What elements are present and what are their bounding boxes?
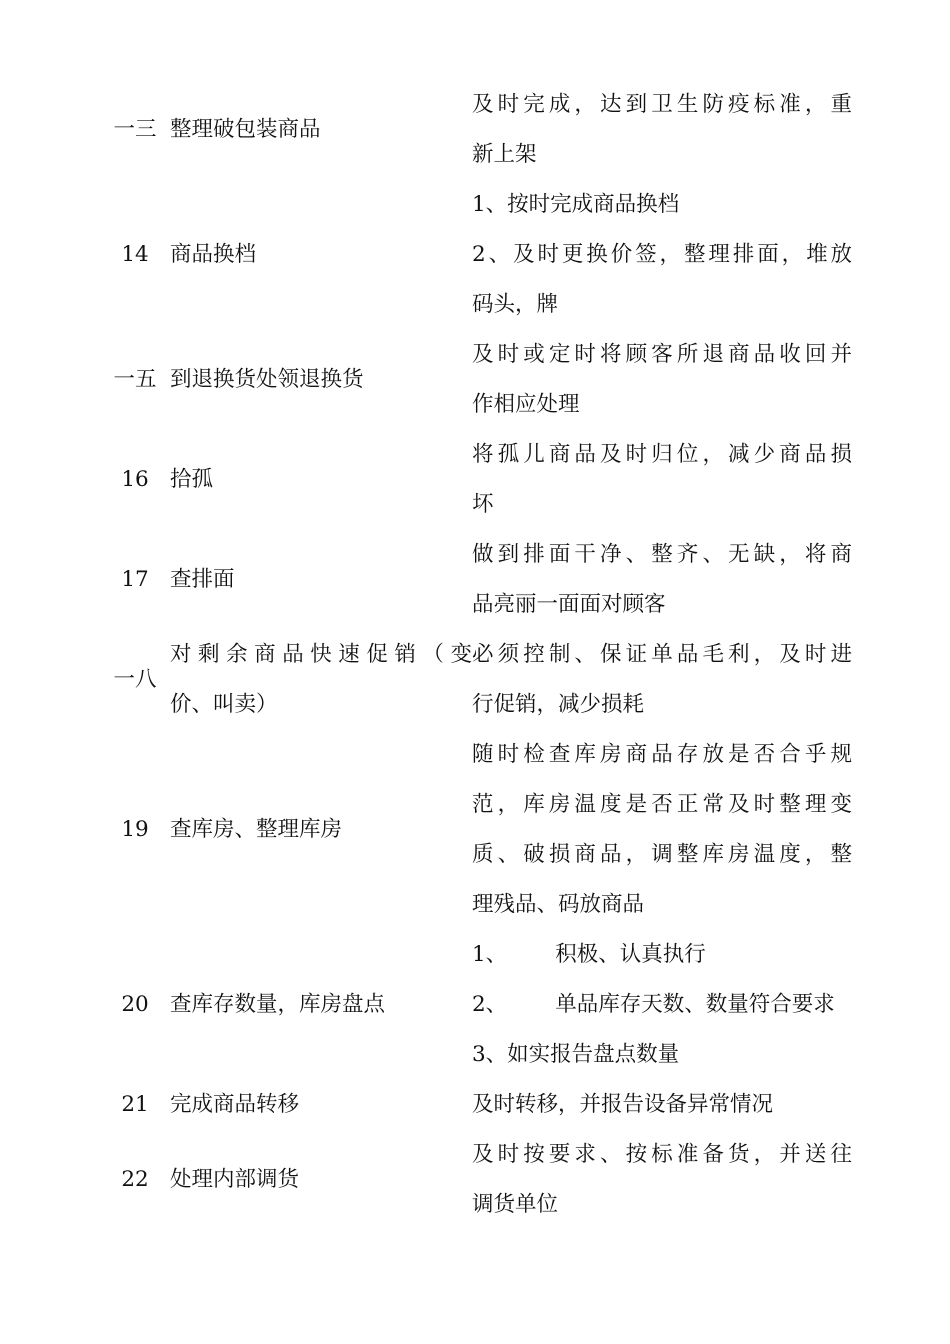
standard-cell	[472, 530, 852, 630]
task-name: 查排面	[170, 567, 235, 592]
standard-line: 质、破损商品，调整库房温度，整	[472, 842, 852, 867]
row-number: 16	[121, 467, 149, 492]
row-number: 19	[121, 817, 149, 842]
task-name: 商品换档	[170, 242, 257, 267]
table-row	[100, 930, 852, 1080]
table-row	[100, 80, 852, 180]
row-number: 21	[121, 1092, 149, 1117]
row-number: 20	[121, 992, 149, 1017]
row-number: 14	[121, 242, 149, 267]
list-text: 积极、认真执行	[555, 942, 706, 967]
task-name: 整理破包装商品	[170, 117, 321, 142]
standard-cell	[472, 930, 852, 1080]
list-number: 2、	[472, 992, 508, 1017]
standard-line: 码头，牌	[472, 292, 559, 317]
table-row	[100, 430, 852, 530]
row-number: 一八	[113, 667, 157, 692]
table-row	[100, 530, 852, 630]
row-number: 22	[121, 1167, 149, 1192]
duty-table	[100, 80, 852, 1230]
standard-line: 坏	[472, 492, 494, 517]
standard-line: 调货单位	[472, 1192, 559, 1217]
standard-line: 2、及时更换价签，整理排面，堆放	[472, 242, 852, 267]
standard-line: 及时或定时将顾客所退商品收回并	[472, 342, 852, 367]
numbered-standard-line	[472, 930, 852, 980]
standard-line: 必须控制、保证单品毛利，及时进	[472, 642, 852, 667]
standard-line: 3、如实报告盘点数量	[472, 1042, 680, 1067]
task-name: 完成商品转移	[170, 1092, 300, 1117]
standard-line: 品亮丽一面面对顾客	[472, 592, 666, 617]
standard-cell	[472, 430, 852, 530]
list-number: 1、	[472, 942, 508, 967]
table-row	[100, 180, 852, 330]
standard-cell	[472, 1080, 852, 1130]
standard-line: 及时按要求、按标准备货，并送往	[472, 1142, 852, 1167]
standard-cell	[472, 630, 852, 730]
numbered-standard-line	[472, 980, 852, 1030]
standard-cell	[472, 180, 852, 330]
task-name: 拾孤	[170, 467, 214, 492]
standard-line: 理残品、码放商品	[472, 892, 645, 917]
standard-line: 随时检查库房商品存放是否合乎规	[472, 742, 852, 767]
task-name: 查库房、整理库房	[170, 817, 343, 842]
task-name: 对剩余商品快速促销（变	[170, 642, 472, 667]
task-name: 到退换货处领退换货	[170, 367, 364, 392]
task-name: 查库存数量，库房盘点	[170, 992, 386, 1017]
table-row	[100, 630, 852, 730]
list-text: 单品库存天数、数量符合要求	[555, 992, 835, 1017]
table-row	[100, 1130, 852, 1230]
standard-line: 做到排面干净、整齐、无缺，将商	[472, 542, 852, 567]
standard-line: 将孤儿商品及时归位，减少商品损	[472, 442, 852, 467]
standard-line: 1、按时完成商品换档	[472, 192, 680, 217]
row-number: 17	[121, 567, 149, 592]
row-number: 一五	[113, 367, 157, 392]
task-name: 处理内部调货	[170, 1167, 300, 1192]
standard-cell	[472, 330, 852, 430]
standard-cell	[472, 1130, 852, 1230]
table-row	[100, 730, 852, 930]
table-row	[100, 330, 852, 430]
standard-line: 及时转移，并报告设备异常情况	[472, 1092, 774, 1117]
standard-cell	[472, 730, 852, 930]
standard-line: 作相应处理	[472, 392, 580, 417]
standard-cell	[472, 80, 852, 180]
table-row	[100, 1080, 852, 1130]
standard-line: 新上架	[472, 142, 537, 167]
standard-line: 范，库房温度是否正常及时整理变	[472, 792, 852, 817]
task-name: 价、叫卖）	[170, 692, 278, 717]
standard-line: 行促销，减少损耗	[472, 692, 645, 717]
standard-line: 及时完成，达到卫生防疫标准，重	[472, 92, 852, 117]
row-number: 一三	[113, 117, 157, 142]
